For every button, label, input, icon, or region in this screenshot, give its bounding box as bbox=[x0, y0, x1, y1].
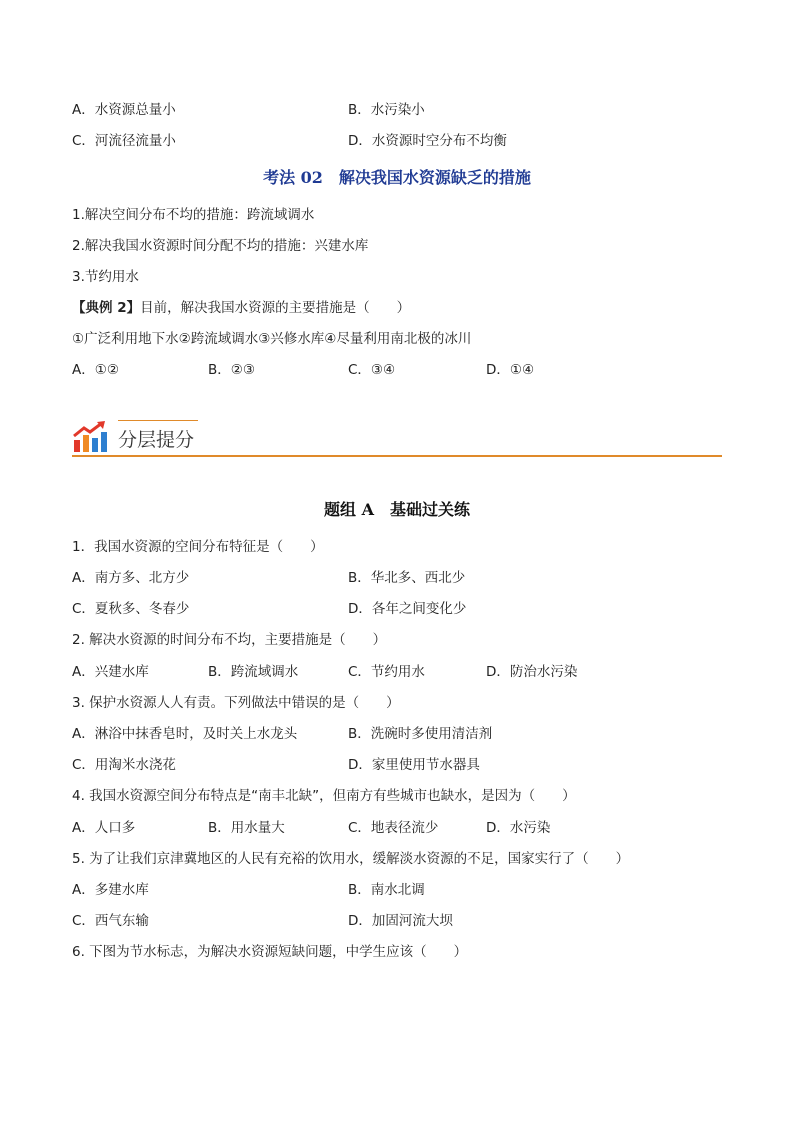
example-option-d: D．①④ bbox=[486, 362, 535, 378]
point-1: 1.解决空间分布不均的措施：跨流域调水 bbox=[72, 207, 315, 223]
option-c: C．河流径流量小 bbox=[72, 133, 176, 149]
q1-stem: 1．我国水资源的空间分布特征是（ ） bbox=[72, 539, 324, 555]
q4-option-d: D．水污染 bbox=[486, 820, 551, 836]
banner-rule bbox=[72, 455, 722, 457]
q5-option-d: D．加固河流大坝 bbox=[348, 913, 453, 929]
q5-option-c: C．西气东输 bbox=[72, 913, 149, 929]
q1-option-a: A．南方多、北方少 bbox=[72, 570, 190, 586]
section-heading: 考法 02 解决我国水资源缺乏的措施 bbox=[263, 168, 531, 187]
q5-option-b: B．南水北调 bbox=[348, 882, 425, 898]
q4-option-a: A．人口多 bbox=[72, 820, 136, 836]
example-stem bbox=[72, 298, 410, 318]
q1-option-d: D．各年之间变化少 bbox=[348, 601, 467, 617]
q3-option-a: A．淋浴中抹香皂时，及时关上水龙头 bbox=[72, 726, 298, 742]
example-option-c: C．③④ bbox=[348, 362, 396, 378]
q1-option-c: C．夏秋多、冬春少 bbox=[72, 601, 190, 617]
point-2: 2.解决我国水资源时间分配不均的措施：兴建水库 bbox=[72, 238, 369, 254]
group-heading: 题组 A 基础过关练 bbox=[324, 500, 470, 519]
q2-stem: 2. 解决水资源的时间分布不均，主要措施是（ ） bbox=[72, 632, 387, 648]
example-option-a: A．①② bbox=[72, 362, 119, 378]
q6-stem: 6. 下图为节水标志，为解决水资源短缺问题，中学生应该（ ） bbox=[72, 944, 468, 960]
q4-option-c: C．地表径流少 bbox=[348, 820, 439, 836]
q2-option-d: D．防治水污染 bbox=[486, 664, 578, 680]
bar-chart-arrow-icon bbox=[72, 420, 108, 454]
example-label: 【典例 2】 bbox=[72, 300, 141, 316]
option-a: A．水资源总量小 bbox=[72, 102, 176, 118]
option-d: D．水资源时空分布不均衡 bbox=[348, 133, 507, 149]
q4-option-b: B．用水量大 bbox=[208, 820, 285, 836]
q3-stem: 3. 保护水资源人人有责。下列做法中错误的是（ ） bbox=[72, 695, 400, 711]
banner-title: 分层提分 bbox=[118, 429, 195, 451]
q3-option-c: C．用淘米水浇花 bbox=[72, 757, 176, 773]
q3-option-b: B．洗碗时多使用清洁剂 bbox=[348, 726, 493, 742]
q4-stem: 4. 我国水资源空间分布特点是“南丰北缺”，但南方有些城市也缺水，是因为（ ） bbox=[72, 788, 576, 804]
banner-top-rule bbox=[118, 420, 198, 421]
point-3: 3.节约用水 bbox=[72, 269, 139, 285]
q2-option-c: C．节约用水 bbox=[348, 664, 425, 680]
q2-option-b: B．跨流域调水 bbox=[208, 664, 299, 680]
example-text: 目前，解决我国水资源的主要措施是（ ） bbox=[140, 300, 411, 316]
q5-option-a: A．多建水库 bbox=[72, 882, 149, 898]
q3-option-d: D．家里使用节水器具 bbox=[348, 757, 480, 773]
example-items: ①广泛利用地下水②跨流域调水③兴修水库④尽量利用南北极的冰川 bbox=[72, 331, 472, 347]
q2-option-a: A．兴建水库 bbox=[72, 664, 149, 680]
example-option-b: B．②③ bbox=[208, 362, 255, 378]
option-b: B．水污染小 bbox=[348, 102, 425, 118]
q1-option-b: B．华北多、西北少 bbox=[348, 570, 466, 586]
q5-stem: 5. 为了让我们京津冀地区的人民有充裕的饮用水，缓解淡水资源的不足，国家实行了（ ） bbox=[72, 851, 630, 867]
